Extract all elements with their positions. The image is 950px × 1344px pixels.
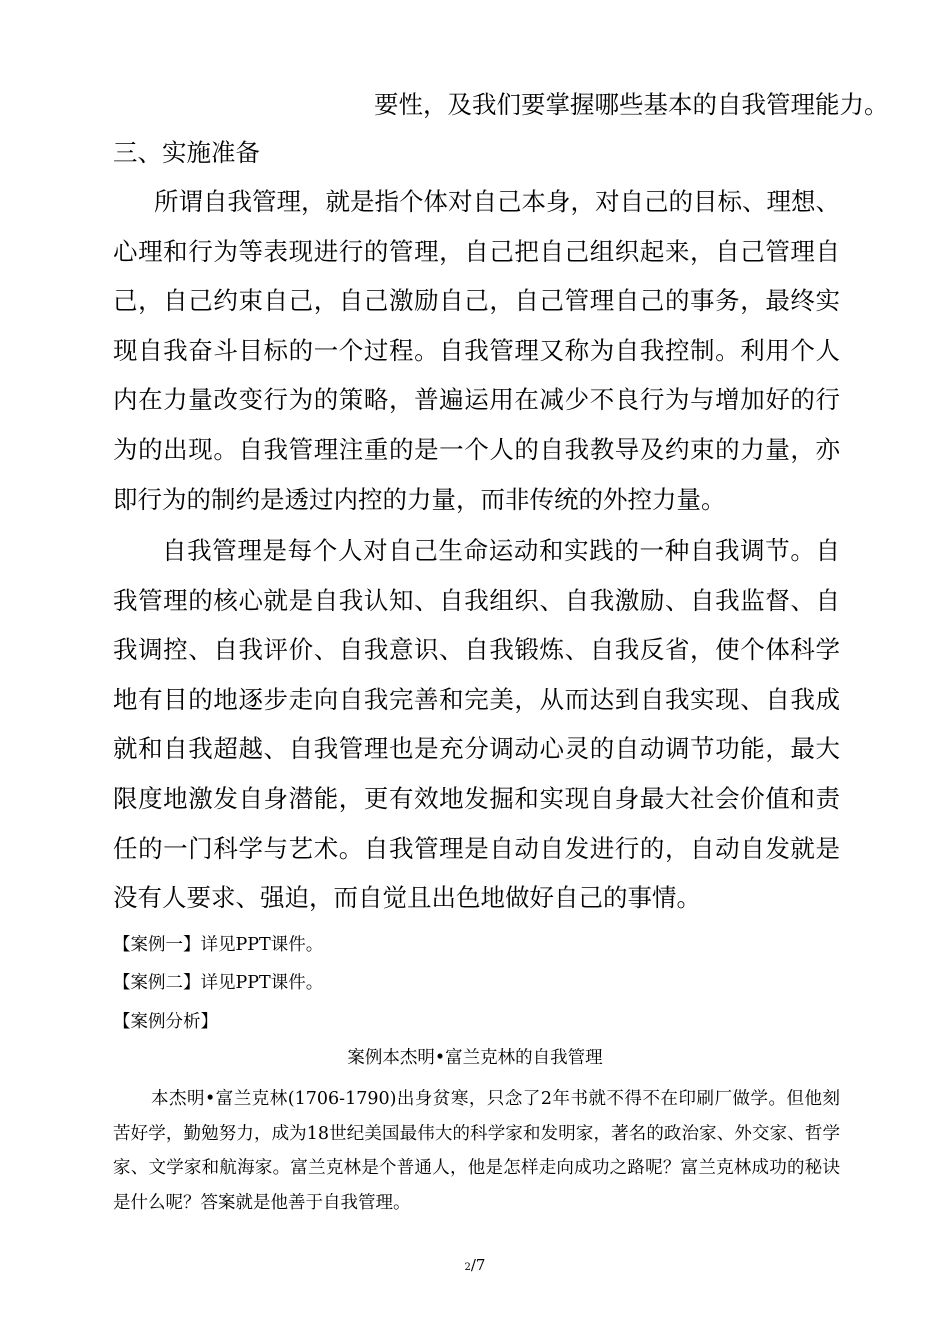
story-text: 本杰明•富兰克林(1706-1790)出身贫寒，只念了2年书就不得不在印刷厂做学。但他刻苦好学，勤勉努力，成为18世纪美国最伟大的科学家和发明家，著名的政治家、外交家、哲学家、文学家和航海家。富兰克林是个普通人，他是怎样走向成功之路呢？富兰克林成功的秘诀是什么呢？答案就是他善于自我管理。 xyxy=(113,1089,840,1213)
continuation-line: 要性，及我们要掌握哪些基本的自我管理能力。 xyxy=(374,90,889,119)
section-heading: 三、实施准备 xyxy=(113,138,260,167)
page-current: 2 xyxy=(464,1262,471,1273)
paragraph-self-management-definition: 所谓自我管理，就是指个体对自己本身，对自己的目标、理想、心理和行为等表现进行的管理，自己把自己组织起来，自己管理自己，自己约束自己，自己激励自己，自己管理自己的事务，最终实现自我奋斗目标的一个过程。自我管理又称为自我控制。利用个人内在力量改变行为的策略，普遍运用在减少不良行为与增加好的行为的出现。自我管理注重的是一个人的自我教导及约束的力量，亦即行为的制约是透过内控的力量，而非传统的外控力量。 xyxy=(113,187,840,514)
page-total: /7 xyxy=(470,1256,486,1274)
story-title: 案例本杰明•富兰克林的自我管理 xyxy=(347,1048,603,1068)
story-franklin-text xyxy=(113,1082,840,1220)
page-number xyxy=(0,1255,950,1278)
paragraph-self-management-core: 自我管理是每个人对自己生命运动和实践的一种自我调节。自我管理的核心就是自我认知、自我组织、自我激励、自我监督、自我调控、自我评价、自我意识、自我锻炼、自我反省，使个体科学地有目的地逐步走向自我完善和完美，从而达到自我实现、自我成就和自我超越、自我管理也是充分调动心灵的自动调节功能，最大限度地激发自身潜能，更有效地发掘和实现自身最大社会价值和责任的一门科学与艺术。自我管理是自动自发进行的，自动自发就是没有人要求、强迫，而自觉且出色地做好自己的事情。 xyxy=(113,536,840,913)
case-two-reference: 【案例二】详见PPT课件。 xyxy=(113,973,324,993)
case-one-reference: 【案例一】详见PPT课件。 xyxy=(113,935,324,955)
case-analysis-heading: 【案例分析】 xyxy=(113,1012,218,1032)
